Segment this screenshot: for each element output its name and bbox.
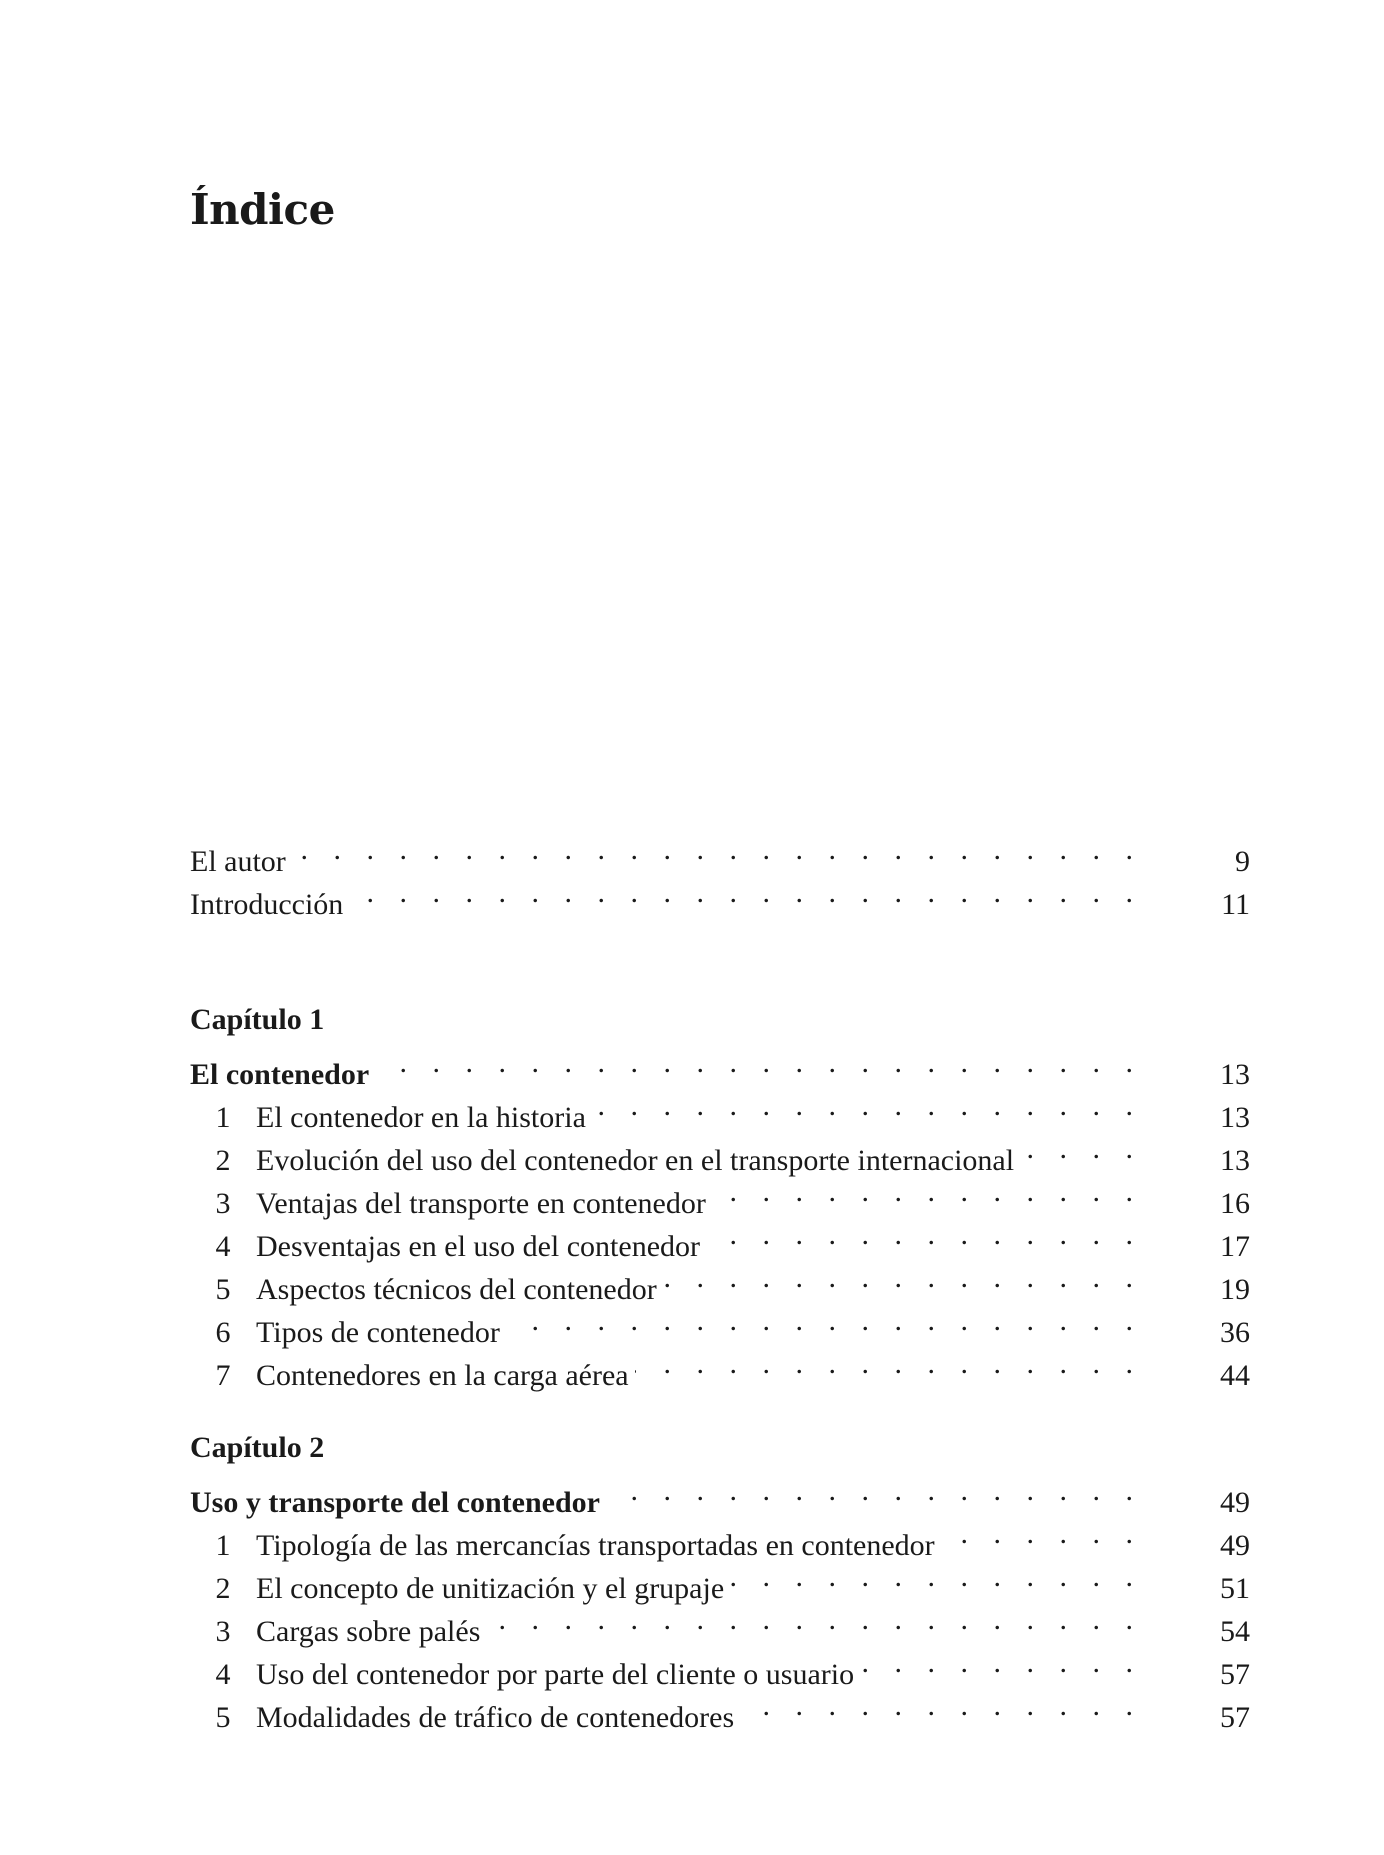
toc-entry-title: El concepto de unitización y el grupaje — [256, 1567, 730, 1610]
toc-entry-title: Uso y transporte del contenedor — [190, 1481, 606, 1524]
section-number: 5 — [215, 1701, 231, 1734]
toc-page-number: 16 — [1220, 1187, 1250, 1220]
toc-entry[interactable] — [190, 1084, 1250, 1134]
toc-entry[interactable] — [190, 1684, 1250, 1734]
toc-entry[interactable] — [190, 1213, 1250, 1263]
toc-page-number: 51 — [1220, 1572, 1250, 1605]
toc-entry[interactable] — [190, 1641, 1250, 1691]
dot-leader — [635, 1342, 1142, 1385]
section-number: 7 — [215, 1359, 231, 1392]
toc-page-number: 19 — [1220, 1273, 1250, 1306]
toc-entry-title: Uso del contenedor por parte del cliente o usuario — [256, 1653, 860, 1696]
toc-entry-author[interactable] — [190, 828, 1250, 878]
toc-page-number: 11 — [1221, 888, 1250, 921]
toc-entry[interactable] — [190, 1170, 1250, 1220]
chapter-heading[interactable] — [190, 1469, 1250, 1519]
dot-leader — [1020, 1127, 1142, 1170]
toc-front-matter — [190, 828, 1250, 921]
chapter-label: Capítulo 1 — [190, 1003, 325, 1036]
dot-leader — [375, 1041, 1142, 1084]
dot-leader — [740, 1684, 1142, 1727]
section-number: 4 — [215, 1230, 231, 1263]
toc-entry-title: Introducción — [190, 883, 349, 926]
dot-leader — [730, 1555, 1142, 1598]
toc-entry-title: El contenedor — [190, 1053, 375, 1096]
toc-entry-title: El autor — [190, 840, 292, 883]
toc-entry-title: Tipos de contenedor — [256, 1311, 506, 1354]
toc-page-number: 44 — [1220, 1359, 1250, 1392]
dot-leader — [349, 871, 1142, 914]
section-number: 1 — [215, 1101, 231, 1134]
toc-entry-title: Cargas sobre palés — [256, 1610, 486, 1653]
toc-page-number: 13 — [1220, 1058, 1250, 1091]
toc-page-number: 13 — [1220, 1144, 1250, 1177]
toc-page-number: 17 — [1220, 1230, 1250, 1263]
toc-entry[interactable] — [190, 1555, 1250, 1605]
section-number: 2 — [215, 1144, 231, 1177]
toc-entry[interactable] — [190, 1598, 1250, 1648]
dot-leader — [860, 1641, 1142, 1684]
toc-page-number: 13 — [1220, 1101, 1250, 1134]
section-number: 5 — [215, 1273, 231, 1306]
toc-chapter-1 — [190, 998, 1250, 1392]
dot-leader — [706, 1213, 1142, 1256]
toc-entry-title: Ventajas del transporte en contenedor — [256, 1182, 712, 1225]
chapter-heading[interactable] — [190, 1041, 1250, 1091]
section-number: 6 — [215, 1316, 231, 1349]
dot-leader — [292, 828, 1142, 871]
toc-page-number: 9 — [1235, 845, 1250, 878]
toc-entry-introduction[interactable] — [190, 871, 1250, 921]
toc-page-number: 49 — [1220, 1529, 1250, 1562]
dot-leader — [941, 1512, 1142, 1555]
dot-leader — [663, 1256, 1142, 1299]
section-number: 3 — [215, 1187, 231, 1220]
section-number: 3 — [215, 1615, 231, 1648]
toc-entry-title: Contenedores en la carga aérea — [256, 1354, 635, 1397]
toc-entry[interactable] — [190, 1127, 1250, 1177]
toc-page-number: 57 — [1220, 1701, 1250, 1734]
toc-entry[interactable] — [190, 1512, 1250, 1562]
section-number: 2 — [215, 1572, 231, 1605]
dot-leader — [592, 1084, 1142, 1127]
toc-entry-title: El contenedor en la historia — [256, 1096, 592, 1139]
dot-leader — [712, 1170, 1142, 1213]
toc-entry[interactable] — [190, 1342, 1250, 1392]
toc-page-number: 54 — [1220, 1615, 1250, 1648]
toc-entry[interactable] — [190, 1256, 1250, 1306]
toc-entry-title: Tipología de las mercancías transportadas en contenedor — [256, 1524, 941, 1567]
toc-chapter-2 — [190, 1426, 1250, 1734]
toc-entry-title: Aspectos técnicos del contenedor — [256, 1268, 663, 1311]
toc-page-number: 36 — [1220, 1316, 1250, 1349]
chapter-label: Capítulo 2 — [190, 1431, 325, 1464]
toc-entry-title: Evolución del uso del contenedor en el transporte internacional — [256, 1139, 1020, 1182]
section-number: 4 — [215, 1658, 231, 1691]
page-title: Índice — [190, 185, 335, 234]
section-number: 1 — [215, 1529, 231, 1562]
toc-page-number: 57 — [1220, 1658, 1250, 1691]
toc-entry-title: Desventajas en el uso del contenedor — [256, 1225, 706, 1268]
toc-entry[interactable] — [190, 1299, 1250, 1349]
toc-entry-title: Modalidades de tráfico de contenedores — [256, 1696, 740, 1739]
toc-page-number: 49 — [1220, 1486, 1250, 1519]
dot-leader — [506, 1299, 1142, 1342]
dot-leader — [486, 1598, 1142, 1641]
dot-leader — [606, 1469, 1142, 1512]
